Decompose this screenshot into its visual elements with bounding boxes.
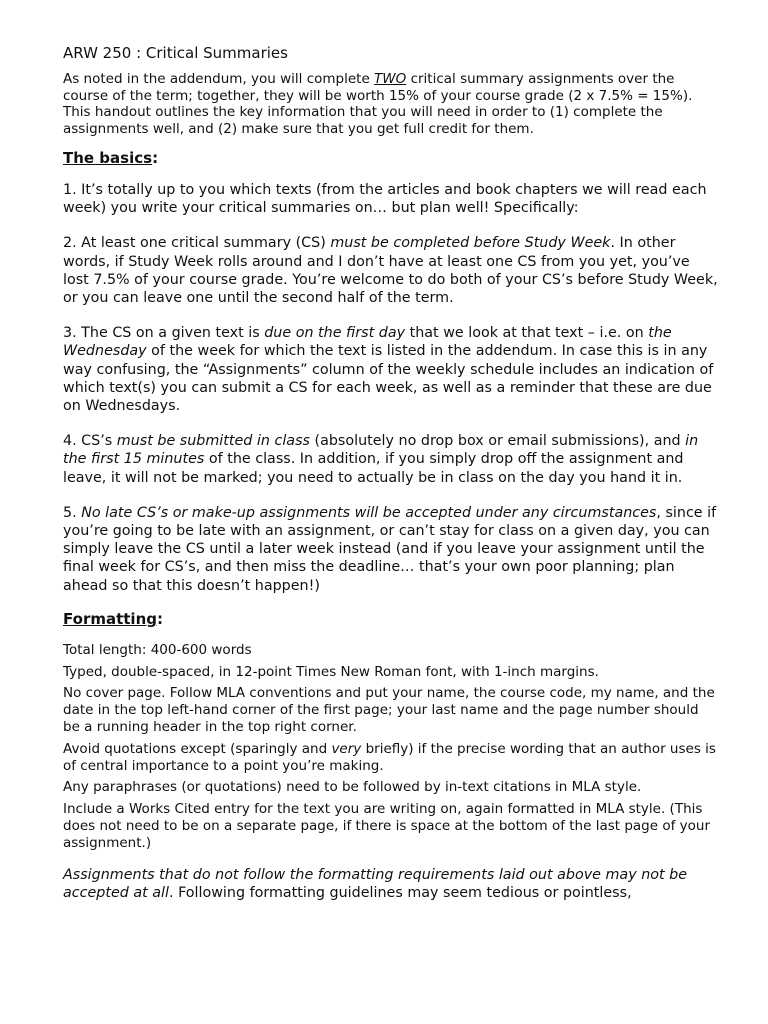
basics-item-4 (63, 432, 718, 487)
basics-item-4-emphasis-2: in the first 15 minutes (63, 433, 699, 468)
basics-item-3-text-1: 3. The CS on a given text is (63, 325, 265, 342)
basics-item-5-emphasis: No late CS’s or make-up assignments will be accepted under any circumstances (81, 504, 657, 521)
basics-item-2-text-2: . In other words, if Study Week rolls around and I don’t have at least one CS from you yet, you’ve lost 7.5% of your course grade. You’re welcome to do both of your CS’s before Study Week, or you can leave one until the second half of the term. (63, 235, 718, 307)
formatting-item-quotations-text-2: briefly) if the precise wording that an author uses is of central importance to a point you’re making. (63, 740, 716, 774)
intro-paragraph (63, 71, 718, 137)
basics-item-2-emphasis: must be completed before Study Week (330, 235, 611, 252)
basics-item-2 (63, 234, 718, 307)
closing-emphasis: Assignments that do not follow the formatting requirements laid out above may not be accepted at all (63, 866, 688, 901)
basics-heading (63, 149, 718, 167)
formatting-closing-paragraph (63, 866, 718, 902)
formatting-item-quotations (63, 741, 718, 775)
formatting-heading-colon: : (157, 609, 163, 628)
basics-item-3-emphasis-1: due on the first day (264, 325, 406, 342)
basics-heading-colon: : (152, 149, 159, 167)
basics-item-3-emphasis-2: the Wednesday (63, 325, 672, 360)
formatting-heading (63, 610, 718, 628)
basics-item-3 (63, 324, 718, 415)
basics-item-1: 1. It’s totally up to you which texts (from the articles and book chapters we will read each week) you write your critical summaries on… but plan well! Specifically: (63, 182, 707, 217)
formatting-item: Include a Works Cited entry for the text you are writing on, again formatted in MLA style. (This does not need to be on a separate page, if there is space at the bottom of the last page of your assignment.) (63, 801, 711, 851)
intro-text-1: As noted in the addendum, you will complete (63, 71, 375, 87)
basics-item-5-text-1: 5. (63, 504, 82, 521)
formatting-item: Typed, double-spaced, in 12-point Times New Roman font, with 1-inch margins. (63, 663, 599, 680)
basics-item-4-text-1: 4. CS’s (63, 433, 117, 450)
basics-item-4-emphasis-1: must be submitted in class (116, 433, 310, 450)
basics-item-5-text-2: , since if you’re going to be late with an assignment, or can’t stay for class on a given day, you can simply leave the CS until a later week instead (and if you leave your assignment until the final week for CS’s, and then miss the deadline… that’s your own poor planning; plan ahead so that this doesn’t happen!) (63, 504, 717, 594)
intro-emphasis-two: TWO (374, 71, 407, 87)
formatting-list (63, 642, 718, 852)
basics-item-4-text-2: (absolutely no drop box or email submissions), and (309, 433, 686, 450)
basics-item-2-text-1: 2. At least one critical summary (CS) (63, 235, 331, 252)
formatting-item: No cover page. Follow MLA conventions and put your name, the course code, my name, and the date in the top left-hand corner of the first page; your last name and the page number should be a running header in the top right corner. (63, 685, 715, 736)
intro-text-2: critical summary assignments over the course of the term; together, they will be worth 15% of your course grade (2 x 7.5% = 15%). This handout outlines the key information that you will need in order to (1) complete the assignments well, and (2) make sure that you get full credit for them. (63, 71, 693, 137)
formatting-item-quotations-text-1: Avoid quotations except (sparingly and (63, 740, 332, 757)
basics-heading-text: The basics (63, 149, 153, 167)
basics-item-3-text-2: that we look at that text – i.e. on (405, 325, 649, 342)
formatting-item: Total length: 400-600 words (63, 641, 252, 658)
formatting-item-quotations-emphasis: very (331, 740, 362, 757)
closing-text: . Following formatting guidelines may seem tedious or pointless, (169, 884, 632, 901)
formatting-item: Any paraphrases (or quotations) need to be followed by in-text citations in MLA style. (63, 779, 642, 796)
formatting-heading-text: Formatting (63, 609, 157, 628)
basics-item-5 (63, 504, 718, 595)
basics-item-3-text-3: of the week for which the text is listed in the addendum. In case this is in any way confusing, the “Assignments” column of the weekly schedule includes an indication of which text(s) you can submit a CS for each week, as well as a reminder that these are due on Wednesdays. (63, 343, 714, 415)
basics-item-4-text-3: of the class. In addition, if you simply drop off the assignment and leave, it will not be marked; you need to actually be in class on the day you hand it in. (63, 451, 684, 486)
document-title: ARW 250 : Critical Summaries (63, 44, 288, 62)
